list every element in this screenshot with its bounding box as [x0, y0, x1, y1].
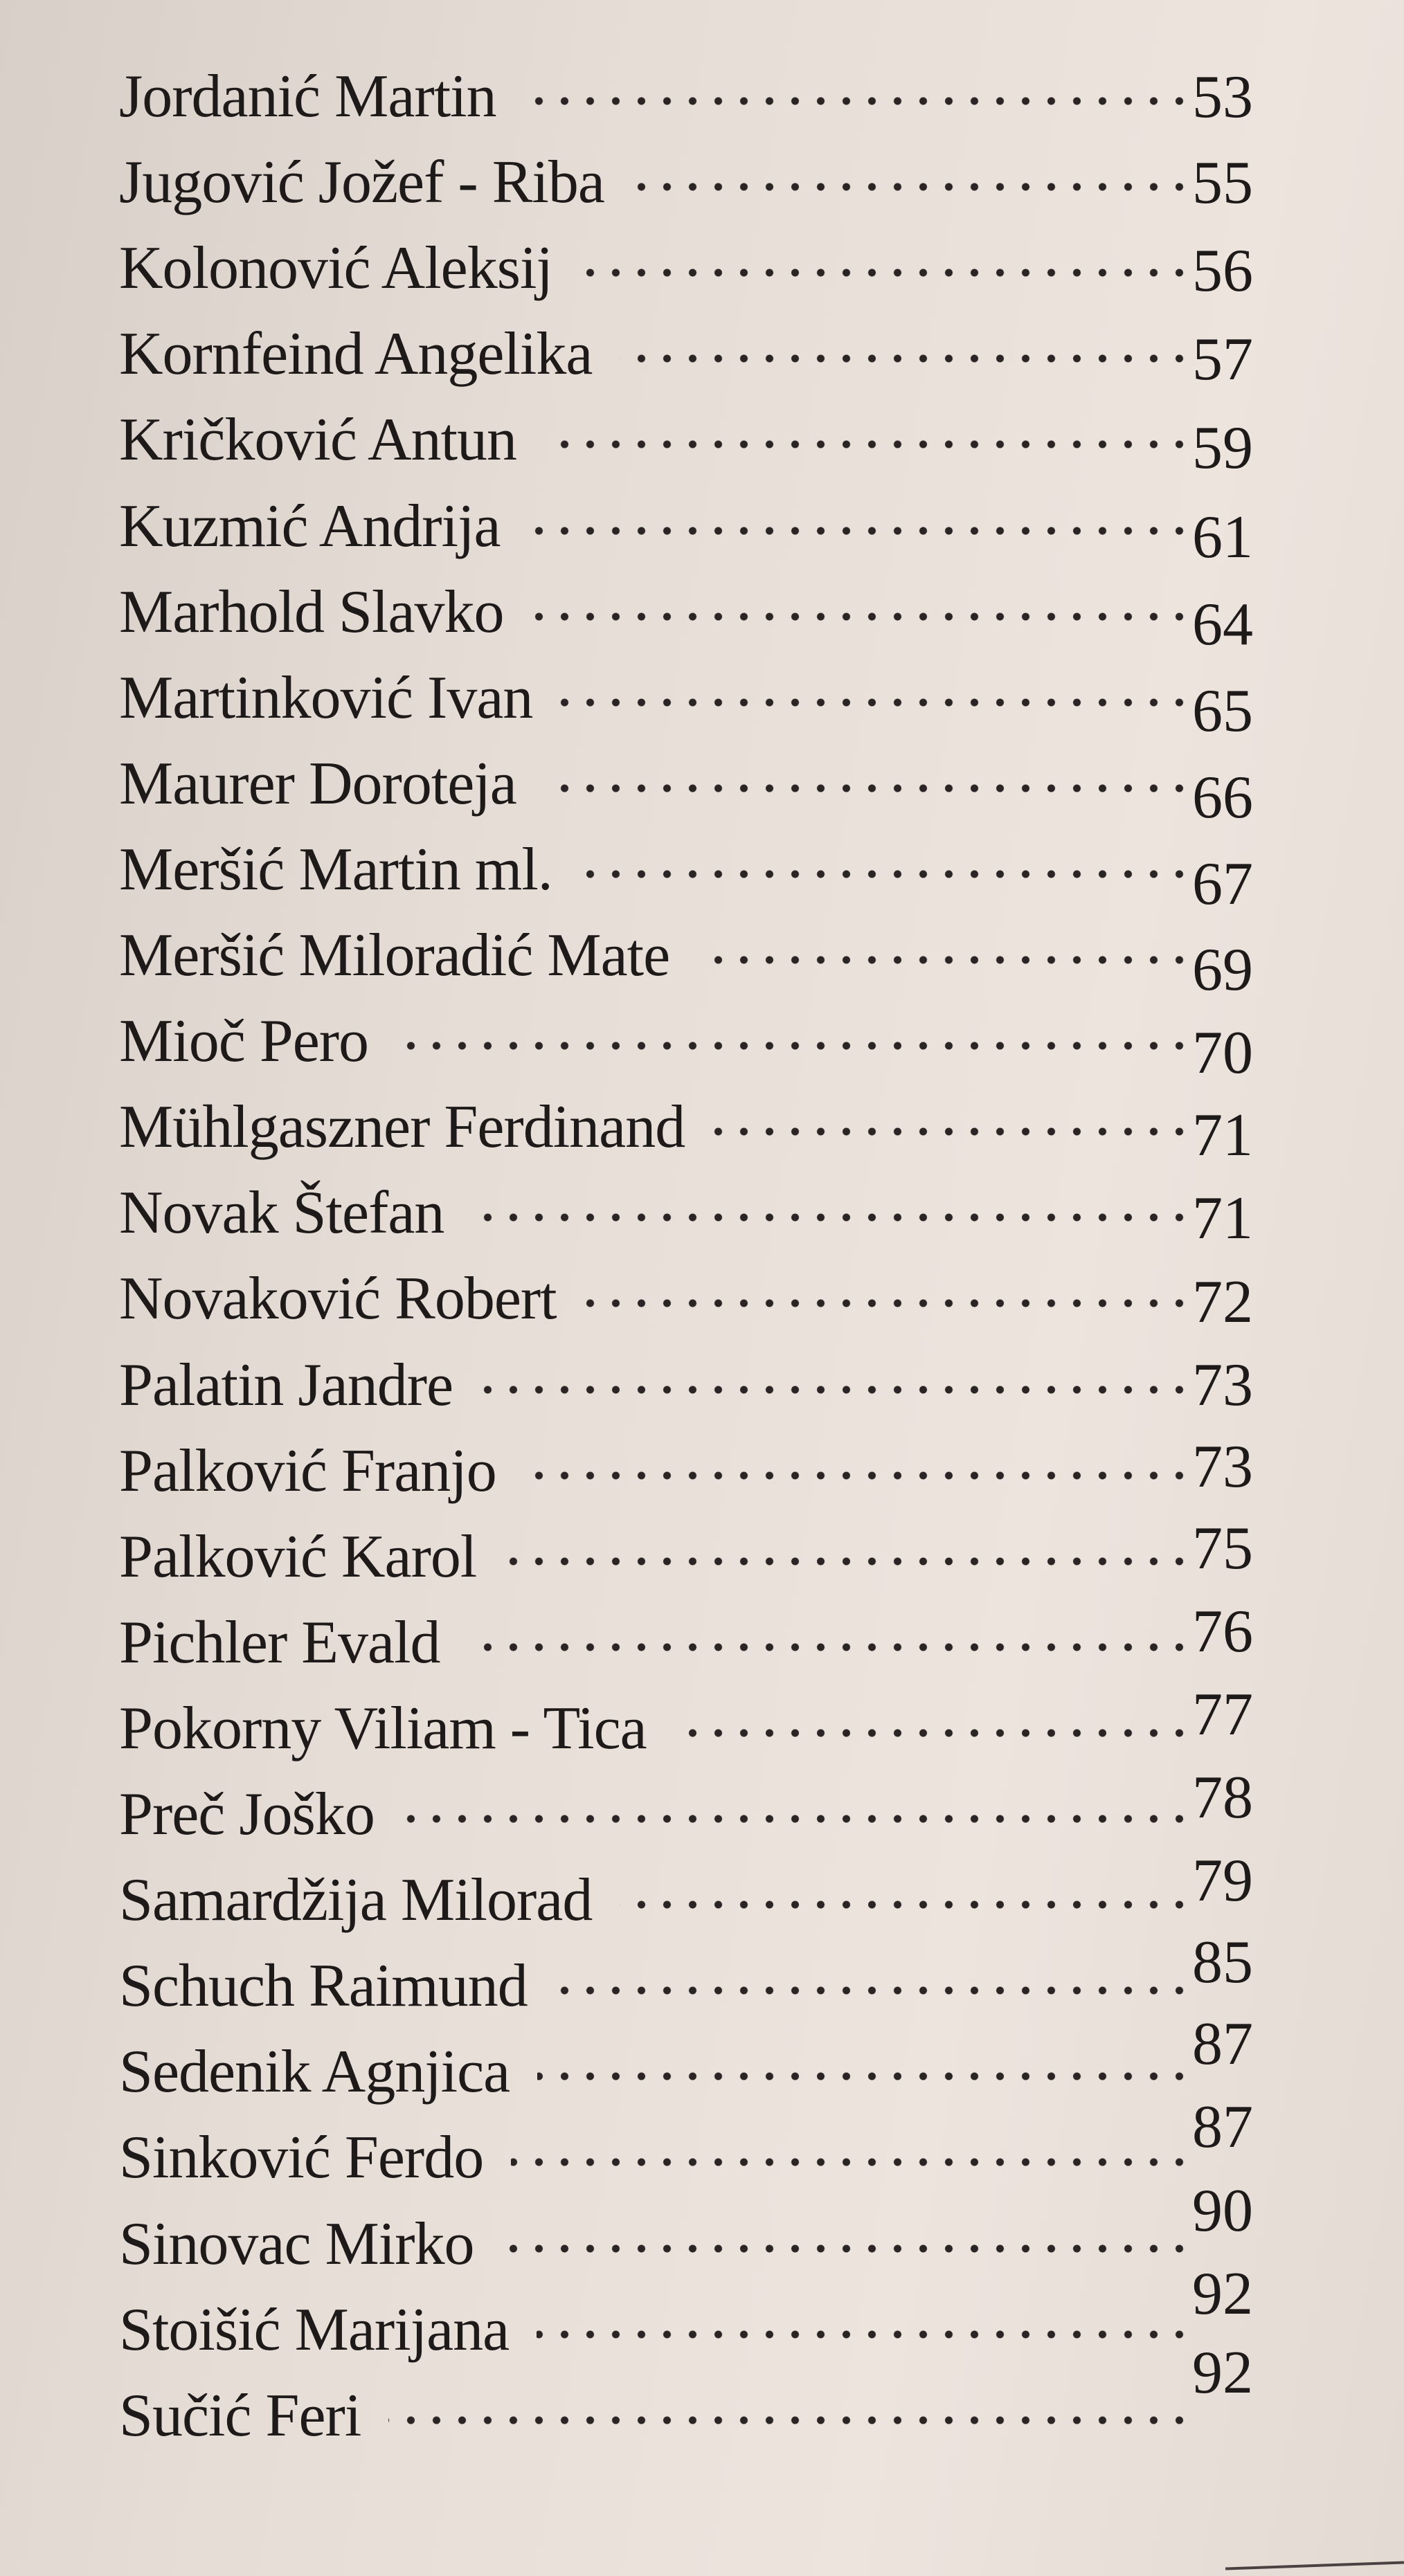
toc-entry-name: Novaković Robert	[119, 1265, 557, 1333]
dot-leader	[396, 1039, 1192, 1053]
toc-entry	[119, 2011, 1296, 2115]
toc-entry-name: Stoišić Marijana	[119, 2296, 510, 2364]
toc-entry-page-number: 64	[1192, 590, 1253, 658]
toc-entry-name: Sedenik Agnjica	[119, 2038, 510, 2106]
toc-entry	[119, 1929, 1296, 2029]
toc-entry-name: Kolonović Aleksij	[119, 235, 552, 302]
toc-entry	[119, 827, 1296, 918]
toc-entry-name: Marhold Slavko	[119, 578, 504, 646]
toc-entry-page-number: 77	[1192, 1680, 1253, 1748]
dot-leader	[674, 1726, 1192, 1740]
toc-entry	[119, 1428, 1296, 1514]
toc-entry	[119, 999, 1296, 1085]
toc-entry-name: Samardžija Milorad	[119, 1867, 593, 1934]
toc-entry-page-number: 85	[1192, 1929, 1253, 1997]
toc-entry-page-number: 69	[1192, 936, 1253, 1004]
toc-entry	[119, 570, 1296, 658]
toc-entry-page-number: 78	[1192, 1764, 1253, 1831]
toc-entry	[119, 54, 1296, 140]
toc-entry-name: Preč Joško	[119, 1781, 375, 1848]
toc-entry-page-number: 70	[1192, 1019, 1253, 1087]
toc-entry-name: Sinković Ferdo	[119, 2124, 484, 2192]
toc-entry-page-number: 90	[1192, 2177, 1253, 2244]
toc-entry-name: Sinovac Mirko	[119, 2210, 474, 2278]
toc-entry-page-number: 57	[1192, 326, 1253, 394]
toc-entry	[119, 140, 1296, 226]
dot-leader	[697, 953, 1192, 967]
toc-entry-name: Kornfeind Angelika	[119, 320, 593, 388]
dot-leader	[468, 1640, 1192, 1654]
toc-entry-page-number: 72	[1192, 1269, 1253, 1336]
toc-entry-page-number: 66	[1192, 763, 1253, 831]
dot-leader	[544, 781, 1192, 795]
toc-entry-name: Palatin Jandre	[119, 1351, 453, 1419]
toc-entry-page-number: 61	[1192, 503, 1253, 571]
dot-leader	[580, 867, 1192, 881]
dot-leader	[632, 180, 1192, 194]
toc-entry-name: Palković Franjo	[119, 1437, 496, 1505]
toc-entry-name: Jugović Jožef - Riba	[119, 149, 604, 217]
toc-entry	[119, 1847, 1296, 1943]
toc-entry-name: Mioč Pero	[119, 1008, 369, 1076]
dot-leader	[580, 266, 1192, 280]
toc-entry-name: Pichler Evald	[119, 1608, 440, 1676]
toc-entry-page-number: 73	[1192, 1351, 1253, 1419]
toc-entry	[119, 1597, 1296, 1686]
toc-entry-name: Meršić Martin ml.	[119, 835, 552, 903]
dot-leader	[584, 1296, 1192, 1310]
toc-entry-name: Sučić Feri	[119, 2382, 361, 2449]
toc-entry-page-number: 75	[1192, 1514, 1253, 1582]
dot-leader	[524, 1469, 1192, 1482]
toc-entry	[119, 1343, 1296, 1428]
toc-entry	[119, 2339, 1296, 2459]
toc-entry-name: Mühlgaszner Ferdinand	[119, 1094, 685, 1161]
dot-leader	[471, 1210, 1192, 1224]
toc-entry-page-number: 71	[1192, 1102, 1253, 1170]
toc-entry-page-number: 87	[1192, 2094, 1253, 2161]
toc-entry-page-number: 59	[1192, 415, 1253, 482]
dot-leader	[480, 1383, 1192, 1397]
dot-leader	[504, 1554, 1192, 1568]
toc-entry-page-number: 65	[1192, 677, 1253, 745]
toc-entry-name: Martinković Ivan	[119, 664, 533, 732]
toc-entry	[119, 397, 1296, 483]
dot-leader	[528, 524, 1192, 538]
toc-entry-page-number: 67	[1192, 850, 1253, 918]
toc-entry	[119, 655, 1296, 745]
dot-leader	[532, 610, 1192, 624]
toc-entry	[119, 311, 1296, 397]
toc-entry	[119, 2094, 1296, 2201]
toc-entry-page-number: 56	[1192, 237, 1253, 305]
toc-entry	[119, 2260, 1296, 2373]
toc-entry	[119, 2177, 1296, 2287]
dot-leader	[620, 352, 1192, 365]
toc-entry-name: Novak Štefan	[119, 1179, 444, 1247]
toc-entry-page-number: 53	[1192, 64, 1253, 131]
dot-leader	[524, 94, 1192, 108]
toc-entry-name: Meršić Miloradić Mate	[119, 922, 670, 989]
toc-entry	[119, 1256, 1296, 1342]
dot-leader	[537, 2328, 1192, 2341]
toc-entry-page-number: 92	[1192, 2339, 1253, 2406]
toc-entry	[119, 1764, 1296, 1858]
toc-entry-page-number: 55	[1192, 149, 1253, 217]
toc-entry-name: Kuzmić Andrija	[119, 492, 501, 560]
dot-leader	[388, 2413, 1192, 2427]
toc-entry	[119, 1514, 1296, 1600]
toc-entry-name: Pokorny Viliam - Tica	[119, 1694, 647, 1762]
dot-leader	[620, 1898, 1192, 1912]
toc-entry	[119, 1170, 1296, 1256]
toc-entry	[119, 741, 1296, 831]
dot-leader	[544, 437, 1192, 451]
dot-leader	[560, 696, 1192, 709]
page-edge-rule	[1225, 2561, 1404, 2570]
toc-entry	[119, 913, 1296, 1004]
toc-entry-page-number: 92	[1192, 2260, 1253, 2328]
dot-leader	[402, 1812, 1192, 1826]
dot-leader	[502, 2242, 1192, 2256]
toc-entry-page-number: 79	[1192, 1847, 1253, 1915]
toc-entry-name: Maurer Doroteja	[119, 750, 516, 817]
dot-leader	[712, 1125, 1192, 1139]
toc-entry-page-number: 73	[1192, 1433, 1253, 1500]
toc-entry-name: Schuch Raimund	[119, 1952, 528, 2020]
toc-entry-page-number: 76	[1192, 1597, 1253, 1665]
dot-leader	[511, 2155, 1192, 2169]
toc-entry	[119, 1085, 1296, 1170]
toc-entry-name: Kričković Antun	[119, 406, 517, 474]
toc-entry-page-number: 71	[1192, 1185, 1253, 1253]
toc-entry-name: Jordanić Martin	[119, 63, 496, 130]
toc-entry-name: Palković Karol	[119, 1523, 477, 1590]
toc-entry	[119, 484, 1296, 570]
dot-leader	[537, 2069, 1192, 2083]
dot-leader	[555, 1984, 1192, 1997]
toc-entry-page-number: 87	[1192, 2011, 1253, 2078]
toc-entry	[119, 226, 1296, 311]
toc-entry	[119, 1680, 1296, 1772]
